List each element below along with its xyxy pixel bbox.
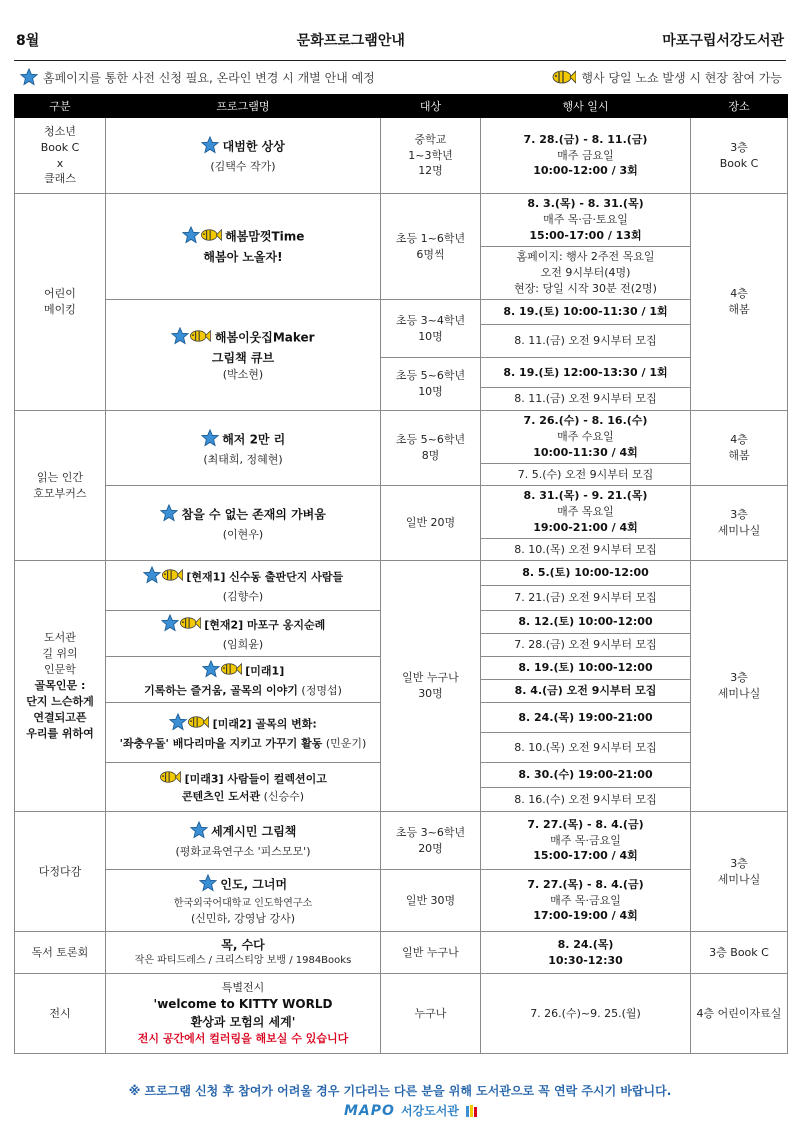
target-text: 일반 누구나 30명 bbox=[402, 671, 459, 700]
datetime-cell bbox=[481, 300, 691, 325]
program-cell bbox=[106, 194, 381, 300]
program-title-line2: 콘텐츠인 도서관 bbox=[181, 789, 261, 803]
program-cell bbox=[106, 611, 381, 657]
recruit-note-cell bbox=[481, 634, 691, 657]
place-cell bbox=[691, 411, 788, 486]
datetime-cell bbox=[481, 812, 691, 870]
target-cell bbox=[381, 486, 481, 561]
books-icon bbox=[465, 1104, 479, 1118]
exhibit-note: 전시 공간에서 컬러링을 해보실 수 있습니다 bbox=[137, 1031, 349, 1045]
place-cell bbox=[691, 194, 788, 411]
target-cell bbox=[381, 358, 481, 411]
target-text: 일반 누구나 bbox=[402, 945, 459, 959]
datetime-cell bbox=[481, 118, 691, 194]
table-row bbox=[15, 974, 788, 1054]
program-title: [미래1] bbox=[245, 664, 285, 678]
place-cell bbox=[691, 486, 788, 561]
star-icon bbox=[161, 614, 179, 637]
table-row bbox=[15, 486, 788, 539]
recruit-note-cell bbox=[481, 733, 691, 763]
date-range: 7. 28.(금) - 8. 11.(금) bbox=[523, 132, 648, 146]
datetime-cell bbox=[481, 486, 691, 539]
recruit-note-cell bbox=[481, 680, 691, 703]
recruit-note: 홈페이지: 행사 2주전 목요일 오전 9시부터(4명) 현장: 당일 시작 30분 전(2명) bbox=[514, 250, 657, 295]
fish-icon bbox=[187, 715, 209, 734]
notice-left bbox=[20, 68, 375, 86]
page-header bbox=[16, 26, 784, 54]
time-sessions: 19:00-21:00 / 4회 bbox=[533, 520, 638, 534]
program-author: (정명섭) bbox=[301, 684, 342, 697]
program-title: [미래3] 사람들이 컬렉션이고 bbox=[184, 772, 327, 786]
program-title: 세계시민 그림책 bbox=[211, 824, 297, 839]
category-text: 어린이 메이킹 bbox=[44, 287, 76, 316]
target-text: 초등 5~6학년 8명 bbox=[395, 433, 466, 462]
program-title: [현재1] 신수동 출판단지 사람들 bbox=[186, 570, 344, 584]
page-title: 문화프로그램안내 bbox=[296, 33, 405, 49]
program-cell bbox=[106, 300, 381, 411]
place-cell bbox=[691, 118, 788, 194]
fish-icon bbox=[220, 662, 242, 681]
program-subtitle: 그림책 큐브 bbox=[211, 350, 275, 365]
program-cell bbox=[106, 657, 381, 703]
datetime-cell bbox=[481, 763, 691, 788]
program-title: 목, 수다 bbox=[221, 937, 265, 952]
category-cell bbox=[15, 118, 106, 194]
target-cell bbox=[381, 932, 481, 974]
target-text: 초등 3~6학년 20명 bbox=[395, 825, 466, 855]
category-text: 청소년 Book C x 클래스 bbox=[40, 124, 80, 186]
notice-bar bbox=[20, 66, 782, 88]
time-sessions: 15:00-17:00 / 13회 bbox=[529, 228, 642, 242]
table-header-row bbox=[15, 95, 788, 118]
notice-right-text: 행사 당일 노쇼 발생 시 현장 참여 가능 bbox=[581, 70, 782, 85]
target-cell bbox=[381, 194, 481, 300]
recruit-note: 8. 4.(금) 오전 9시부터 모집 bbox=[514, 684, 657, 698]
category-cell bbox=[15, 974, 106, 1054]
datetime-cell bbox=[481, 561, 691, 586]
program-title-line2: 기록하는 즐거움, 골목의 이야기 bbox=[144, 684, 298, 697]
recruit-note-cell bbox=[481, 325, 691, 358]
recruit-note-cell bbox=[481, 586, 691, 611]
table-row bbox=[15, 812, 788, 870]
program-author: (박소현) bbox=[222, 368, 264, 382]
event-date: 8. 24.(목) bbox=[557, 937, 614, 951]
program-title: 참을 수 없는 존재의 가벼움 bbox=[181, 507, 326, 522]
fish-icon bbox=[179, 616, 201, 635]
recruit-note: 8. 11.(금) 오전 9시부터 모집 bbox=[514, 392, 657, 406]
recruit-note-cell bbox=[481, 247, 691, 300]
star-icon bbox=[143, 566, 161, 589]
star-icon bbox=[199, 874, 217, 897]
program-author: (이현우) bbox=[222, 527, 264, 541]
recruit-note: 8. 16.(수) 오전 9시부터 모집 bbox=[514, 792, 657, 806]
program-table bbox=[14, 94, 788, 1054]
place-text: 3층 세미나실 bbox=[717, 671, 761, 700]
fish-icon bbox=[159, 770, 181, 789]
program-author: (민운기) bbox=[325, 737, 367, 750]
datetime-cell bbox=[481, 657, 691, 680]
star-icon bbox=[169, 713, 187, 736]
recruit-note: 8. 10.(목) 오전 9시부터 모집 bbox=[514, 740, 657, 754]
program-cell bbox=[106, 703, 381, 763]
exhibit-subtitle: 환상과 모험의 세계' bbox=[190, 1014, 296, 1029]
program-author: (임희윤) bbox=[222, 638, 264, 651]
place-text: 3층 세미나실 bbox=[717, 508, 761, 537]
session-time: 8. 19.(토) 10:00-11:30 / 1회 bbox=[503, 305, 668, 319]
program-author: (김택수 작가) bbox=[210, 160, 276, 173]
recruit-note: 7. 21.(금) 오전 9시부터 모집 bbox=[514, 591, 657, 605]
column-header-place: 장소 bbox=[691, 95, 788, 118]
category-cell bbox=[15, 812, 106, 932]
category-theme: 골목인문 : 단지 느슨하게 연결되고픈 우리를 위하여 bbox=[26, 679, 94, 740]
datetime-cell bbox=[481, 974, 691, 1054]
program-title: [현재2] 마포구 옹지순례 bbox=[204, 618, 326, 632]
place-cell bbox=[691, 561, 788, 812]
place-cell bbox=[691, 932, 788, 974]
target-text: 중학교 1~3학년 12명 bbox=[408, 132, 453, 178]
target-text: 초등 1~6학년 6명씩 bbox=[395, 231, 466, 261]
category-text: 다정다감 bbox=[38, 864, 82, 878]
fish-icon bbox=[552, 69, 576, 85]
star-icon bbox=[201, 136, 219, 159]
category-cell bbox=[15, 561, 106, 812]
time-sessions: 10:00-12:00 / 3회 bbox=[533, 164, 638, 178]
datetime-cell bbox=[481, 703, 691, 733]
program-author: (김향수) bbox=[222, 590, 264, 603]
exhibit-period: 7. 26.(수)~9. 25.(월) bbox=[530, 1006, 641, 1020]
program-title: 해봄맘껏Time bbox=[225, 229, 305, 244]
date-range: 7. 26.(수) - 8. 16.(수) bbox=[523, 414, 648, 428]
weekday-text: 매주 금요일 bbox=[557, 148, 614, 162]
place-text: 3층 Book C bbox=[709, 945, 769, 959]
table-row bbox=[15, 300, 788, 325]
program-author: (최태희, 정혜현) bbox=[203, 452, 283, 466]
target-cell bbox=[381, 870, 481, 932]
target-text: 일반 20명 bbox=[405, 516, 456, 530]
table-row bbox=[15, 932, 788, 974]
fish-icon bbox=[200, 228, 222, 247]
place-text: 3층 Book C bbox=[719, 140, 759, 170]
fish-icon bbox=[189, 329, 211, 348]
target-cell bbox=[381, 561, 481, 812]
logo-library: 서강도서관 bbox=[400, 1104, 459, 1118]
place-cell bbox=[691, 812, 788, 932]
star-icon bbox=[202, 660, 220, 683]
program-books: 작은 파티드레스 / 크리스티앙 보뱅 / 1984Books bbox=[134, 954, 352, 966]
program-author: (신민하, 강영남 강사) bbox=[190, 912, 296, 926]
target-cell bbox=[381, 411, 481, 486]
notice-right bbox=[552, 69, 782, 86]
session-time: 8. 12.(토) 10:00-12:00 bbox=[518, 615, 653, 629]
program-author: (평화교육연구소 '피스모모') bbox=[175, 845, 311, 858]
recruit-note-cell bbox=[481, 388, 691, 411]
exhibit-title: 'welcome to KITTY WORLD bbox=[153, 997, 333, 1012]
recruit-note-cell bbox=[481, 788, 691, 812]
target-cell bbox=[381, 974, 481, 1054]
logo-brand: MAPO bbox=[344, 1102, 395, 1119]
date-range: 7. 27.(목) - 8. 4.(금) bbox=[527, 877, 644, 891]
program-title: [미래2] 골목의 변화: bbox=[212, 717, 317, 731]
category-text: 독서 토론회 bbox=[31, 945, 89, 959]
program-author: (신승수) bbox=[263, 789, 305, 803]
program-cell bbox=[106, 411, 381, 486]
table-row bbox=[15, 194, 788, 247]
exhibit-label: 특별전시 bbox=[221, 981, 265, 995]
program-title-line2: '좌충우돌' 배다리마을 지키고 가꾸기 활동 bbox=[119, 737, 323, 750]
target-text: 초등 3~4학년 10명 bbox=[395, 313, 466, 343]
program-title: 대범한 상상 bbox=[222, 139, 285, 154]
recruit-note-cell bbox=[481, 539, 691, 561]
table-row bbox=[15, 870, 788, 932]
category-text: 도서관 길 위의 인문학 bbox=[42, 631, 78, 677]
target-text: 누구나 bbox=[414, 1006, 447, 1020]
library-logo bbox=[344, 1102, 479, 1119]
library-name: 마포구립서강도서관 bbox=[662, 33, 784, 49]
recruit-note: 7. 5.(수) 오전 9시부터 모집 bbox=[517, 467, 654, 481]
program-org: 한국외국어대학교 인도학연구소 bbox=[173, 897, 313, 909]
date-range: 7. 27.(목) - 8. 4.(금) bbox=[527, 817, 644, 831]
date-range: 8. 3.(목) - 8. 31.(목) bbox=[527, 197, 644, 211]
program-cell bbox=[106, 763, 381, 812]
star-icon bbox=[201, 429, 219, 452]
place-text: 4층 어린이자료실 bbox=[696, 1006, 782, 1020]
event-time: 10:30-12:30 bbox=[548, 953, 623, 967]
target-cell bbox=[381, 812, 481, 870]
weekday-text: 매주 목요일 bbox=[557, 505, 614, 519]
place-text: 4층 해봄 bbox=[728, 433, 750, 462]
session-time: 8. 19.(토) 10:00-12:00 bbox=[518, 661, 653, 675]
star-icon bbox=[20, 68, 38, 86]
category-cell bbox=[15, 411, 106, 561]
recruit-note: 8. 10.(목) 오전 9시부터 모집 bbox=[514, 542, 657, 556]
weekday-text: 매주 목·금요일 bbox=[550, 833, 621, 847]
program-cell bbox=[106, 870, 381, 932]
target-cell bbox=[381, 300, 481, 358]
program-cell bbox=[106, 118, 381, 194]
session-time: 8. 5.(토) 10:00-12:00 bbox=[522, 566, 649, 580]
place-cell bbox=[691, 974, 788, 1054]
table-row bbox=[15, 118, 788, 194]
datetime-cell bbox=[481, 411, 691, 464]
target-cell bbox=[381, 118, 481, 194]
category-text: 읽는 인간 호모부커스 bbox=[33, 470, 87, 500]
program-title: 해저 2만 리 bbox=[222, 432, 286, 447]
category-cell bbox=[15, 194, 106, 411]
datetime-cell bbox=[481, 194, 691, 247]
target-text: 초등 5~6학년 10명 bbox=[395, 369, 466, 398]
program-cell bbox=[106, 932, 381, 974]
notice-left-text: 홈페이지를 통한 사전 신청 필요, 온라인 변경 시 개별 안내 예정 bbox=[43, 70, 375, 85]
star-icon bbox=[182, 226, 200, 249]
column-header-program: 프로그램명 bbox=[106, 95, 381, 118]
star-icon bbox=[171, 327, 189, 350]
star-icon bbox=[160, 504, 178, 527]
program-cell bbox=[106, 561, 381, 611]
time-sessions: 10:00-11:30 / 4회 bbox=[533, 445, 638, 459]
time-sessions: 17:00-19:00 / 4회 bbox=[533, 909, 638, 923]
recruit-note: 8. 11.(금) 오전 9시부터 모집 bbox=[514, 334, 657, 348]
footnote: ※ 프로그램 신청 후 참여가 어려울 경우 기다리는 다른 분을 위해 도서관으로 꼭 연락 주시기 바랍니다. bbox=[128, 1084, 672, 1098]
place-text: 3층 세미나실 bbox=[717, 856, 761, 886]
month-label: 8월 bbox=[16, 33, 40, 49]
recruit-note-cell bbox=[481, 464, 691, 486]
datetime-cell bbox=[481, 611, 691, 634]
category-text: 전시 bbox=[49, 1006, 71, 1020]
program-title: 해봄이웃집Maker bbox=[214, 330, 315, 345]
session-time: 8. 19.(토) 12:00-13:30 / 1회 bbox=[503, 365, 668, 379]
category-cell bbox=[15, 932, 106, 974]
place-text: 4층 해봄 bbox=[728, 287, 750, 316]
weekday-text: 매주 목·금·토요일 bbox=[543, 213, 628, 227]
session-time: 8. 30.(수) 19:00-21:00 bbox=[518, 768, 653, 782]
date-range: 8. 31.(목) - 9. 21.(목) bbox=[523, 489, 648, 503]
program-cell bbox=[106, 974, 381, 1054]
star-icon bbox=[190, 821, 208, 844]
session-time: 8. 24.(목) 19:00-21:00 bbox=[518, 710, 653, 724]
program-cell bbox=[106, 486, 381, 561]
datetime-cell bbox=[481, 932, 691, 974]
datetime-cell bbox=[481, 358, 691, 388]
program-cell bbox=[106, 812, 381, 870]
column-header-target: 대상 bbox=[381, 95, 481, 118]
column-header-category: 구분 bbox=[15, 95, 106, 118]
time-sessions: 15:00-17:00 / 4회 bbox=[533, 849, 638, 863]
table-row bbox=[15, 561, 788, 586]
header-divider bbox=[14, 60, 786, 61]
fish-icon bbox=[161, 568, 183, 587]
table-row bbox=[15, 411, 788, 464]
weekday-text: 매주 수요일 bbox=[557, 430, 614, 444]
target-text: 일반 30명 bbox=[405, 893, 456, 907]
column-header-datetime: 행사 일시 bbox=[481, 95, 691, 118]
program-subtitle: 해봄아 노올자! bbox=[203, 250, 283, 265]
datetime-cell bbox=[481, 870, 691, 932]
recruit-note: 7. 28.(금) 오전 9시부터 모집 bbox=[514, 638, 657, 652]
weekday-text: 매주 목·금요일 bbox=[550, 893, 621, 907]
program-title: 인도, 그너머 bbox=[220, 877, 288, 892]
